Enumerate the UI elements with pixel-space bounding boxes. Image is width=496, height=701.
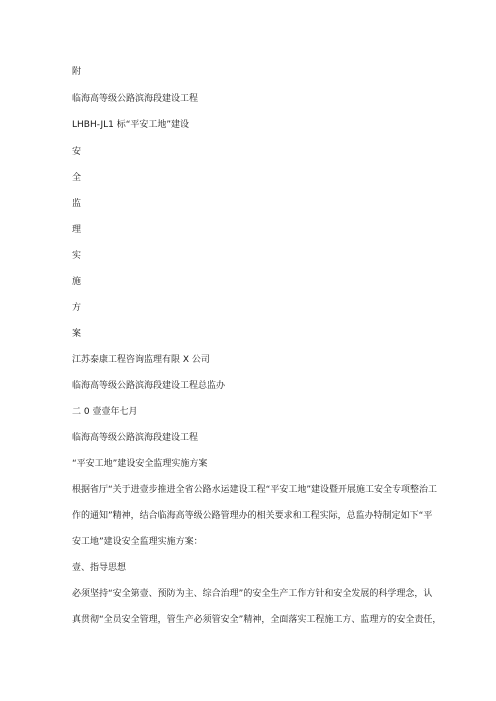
vertical-title-char: 安 [72,147,82,157]
company-name: 江苏泰康工程咨询监理有限 X 公司 [72,355,210,365]
vertical-title-char: 施 [72,277,82,287]
document-date: 二 0 壹壹年七月 [72,407,138,417]
vertical-title-char: 监 [72,199,82,209]
intro-paragraph-line: 作的通知”精神，结合临海高等级公路管理办的相关要求和工程实际，总监办特制定如下“平 [72,511,433,521]
intro-paragraph-line: 根据省厅“关于进壹步推进全省公路水运建设工程“平安工地”建设暨开展施工安全专项整治工 [72,485,437,495]
project-name: 临海高等级公路滨海段建设工程 [72,94,199,104]
vertical-title-char: 实 [72,251,82,261]
vertical-title-char: 全 [72,173,82,183]
office-name: 临海高等级公路滨海段建设工程总监办 [72,381,226,391]
vertical-title-char: 理 [72,225,82,235]
heading-title: “平安工地”建设安全监理实施方案 [72,459,208,469]
section-label: LHBH-JL1 标“平安工地”建设 [72,120,190,130]
section-heading: 壹、指导思想 [72,563,127,573]
vertical-title-char: 方 [72,303,82,313]
intro-paragraph-line: 安工地”建设安全监理实施方案： [72,537,203,547]
annex-label: 附 [72,67,82,77]
section-paragraph-line: 必须坚持“安全第壹、预防为主、综合治理”的安全生产工作方针和安全发展的科学理念，认 [72,589,433,599]
heading-project: 临海高等级公路滨海段建设工程 [72,433,199,443]
section-paragraph-line: 真贯彻“全员安全管理，管生产必须管安全”精神，全面落实工程施工方、监理方的安全责任， [72,615,442,625]
vertical-title-char: 案 [72,329,82,339]
